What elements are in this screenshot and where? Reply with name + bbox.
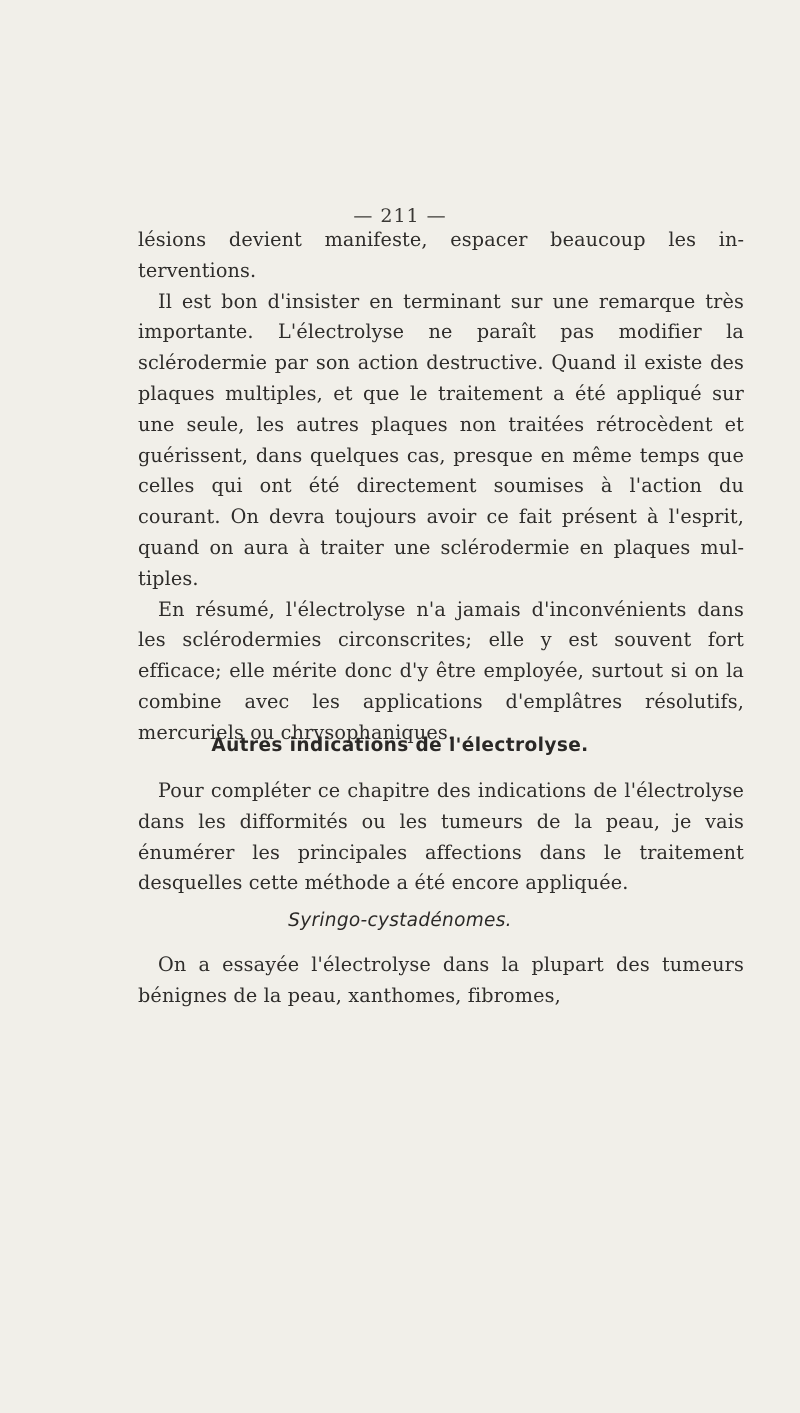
paragraph-remark: Il est bon d'insister en terminant sur une remarque très importante. L'électrolyse ne paraît pas modifier la sclérodermie par son action destructive. Quand il existe des plaques multiples, et que le traitement a été appliqué sur une seule, les autres plaques non traitées rétrocèdent et guérissent, dans quelques cas, presque en même temps que celles qui ont été directement soumises à l'action du courant. On devra toujours avoir ce fait présent à l'esprit, quand on aura à traiter une sclérodermie en plaques multiples.: [138, 289, 744, 590]
text-block-bottom: [138, 950, 744, 1012]
section-subheading: Syringo-cystadénomes.: [288, 910, 512, 931]
paragraph-other-indications: Pour compléter ce chapitre des indications de l'électrolyse dans les difformités ou les tumeurs de la peau, je vais énumérer les principales affections dans le traitement desquelles cette méthode a été encore appliquée.: [138, 779, 744, 895]
paragraph-summary: En résumé, l'électrolyse n'a jamais d'inconvénients dans les sclérodermies circonscrites; elle y est souvent fort efficace; elle mérite donc d'y être employée, surtout si on la combine avec les applications d'emplâtres résolutifs, mercuriels ou chrysophaniques.: [138, 597, 744, 744]
paragraph-continuation: lésions devient manifeste, espacer beaucoup les interventions.: [138, 228, 744, 282]
section-heading: Autres indications de l'électrolyse.: [211, 735, 589, 756]
paragraph-tumors: On a essayée l'électrolyse dans la plupart des tumeurs bénignes de la peau, xanthomes, fibromes,: [138, 953, 744, 1007]
page-number: — 211 —: [353, 205, 447, 227]
text-block-middle: [138, 776, 744, 899]
text-block-top: [138, 225, 744, 749]
